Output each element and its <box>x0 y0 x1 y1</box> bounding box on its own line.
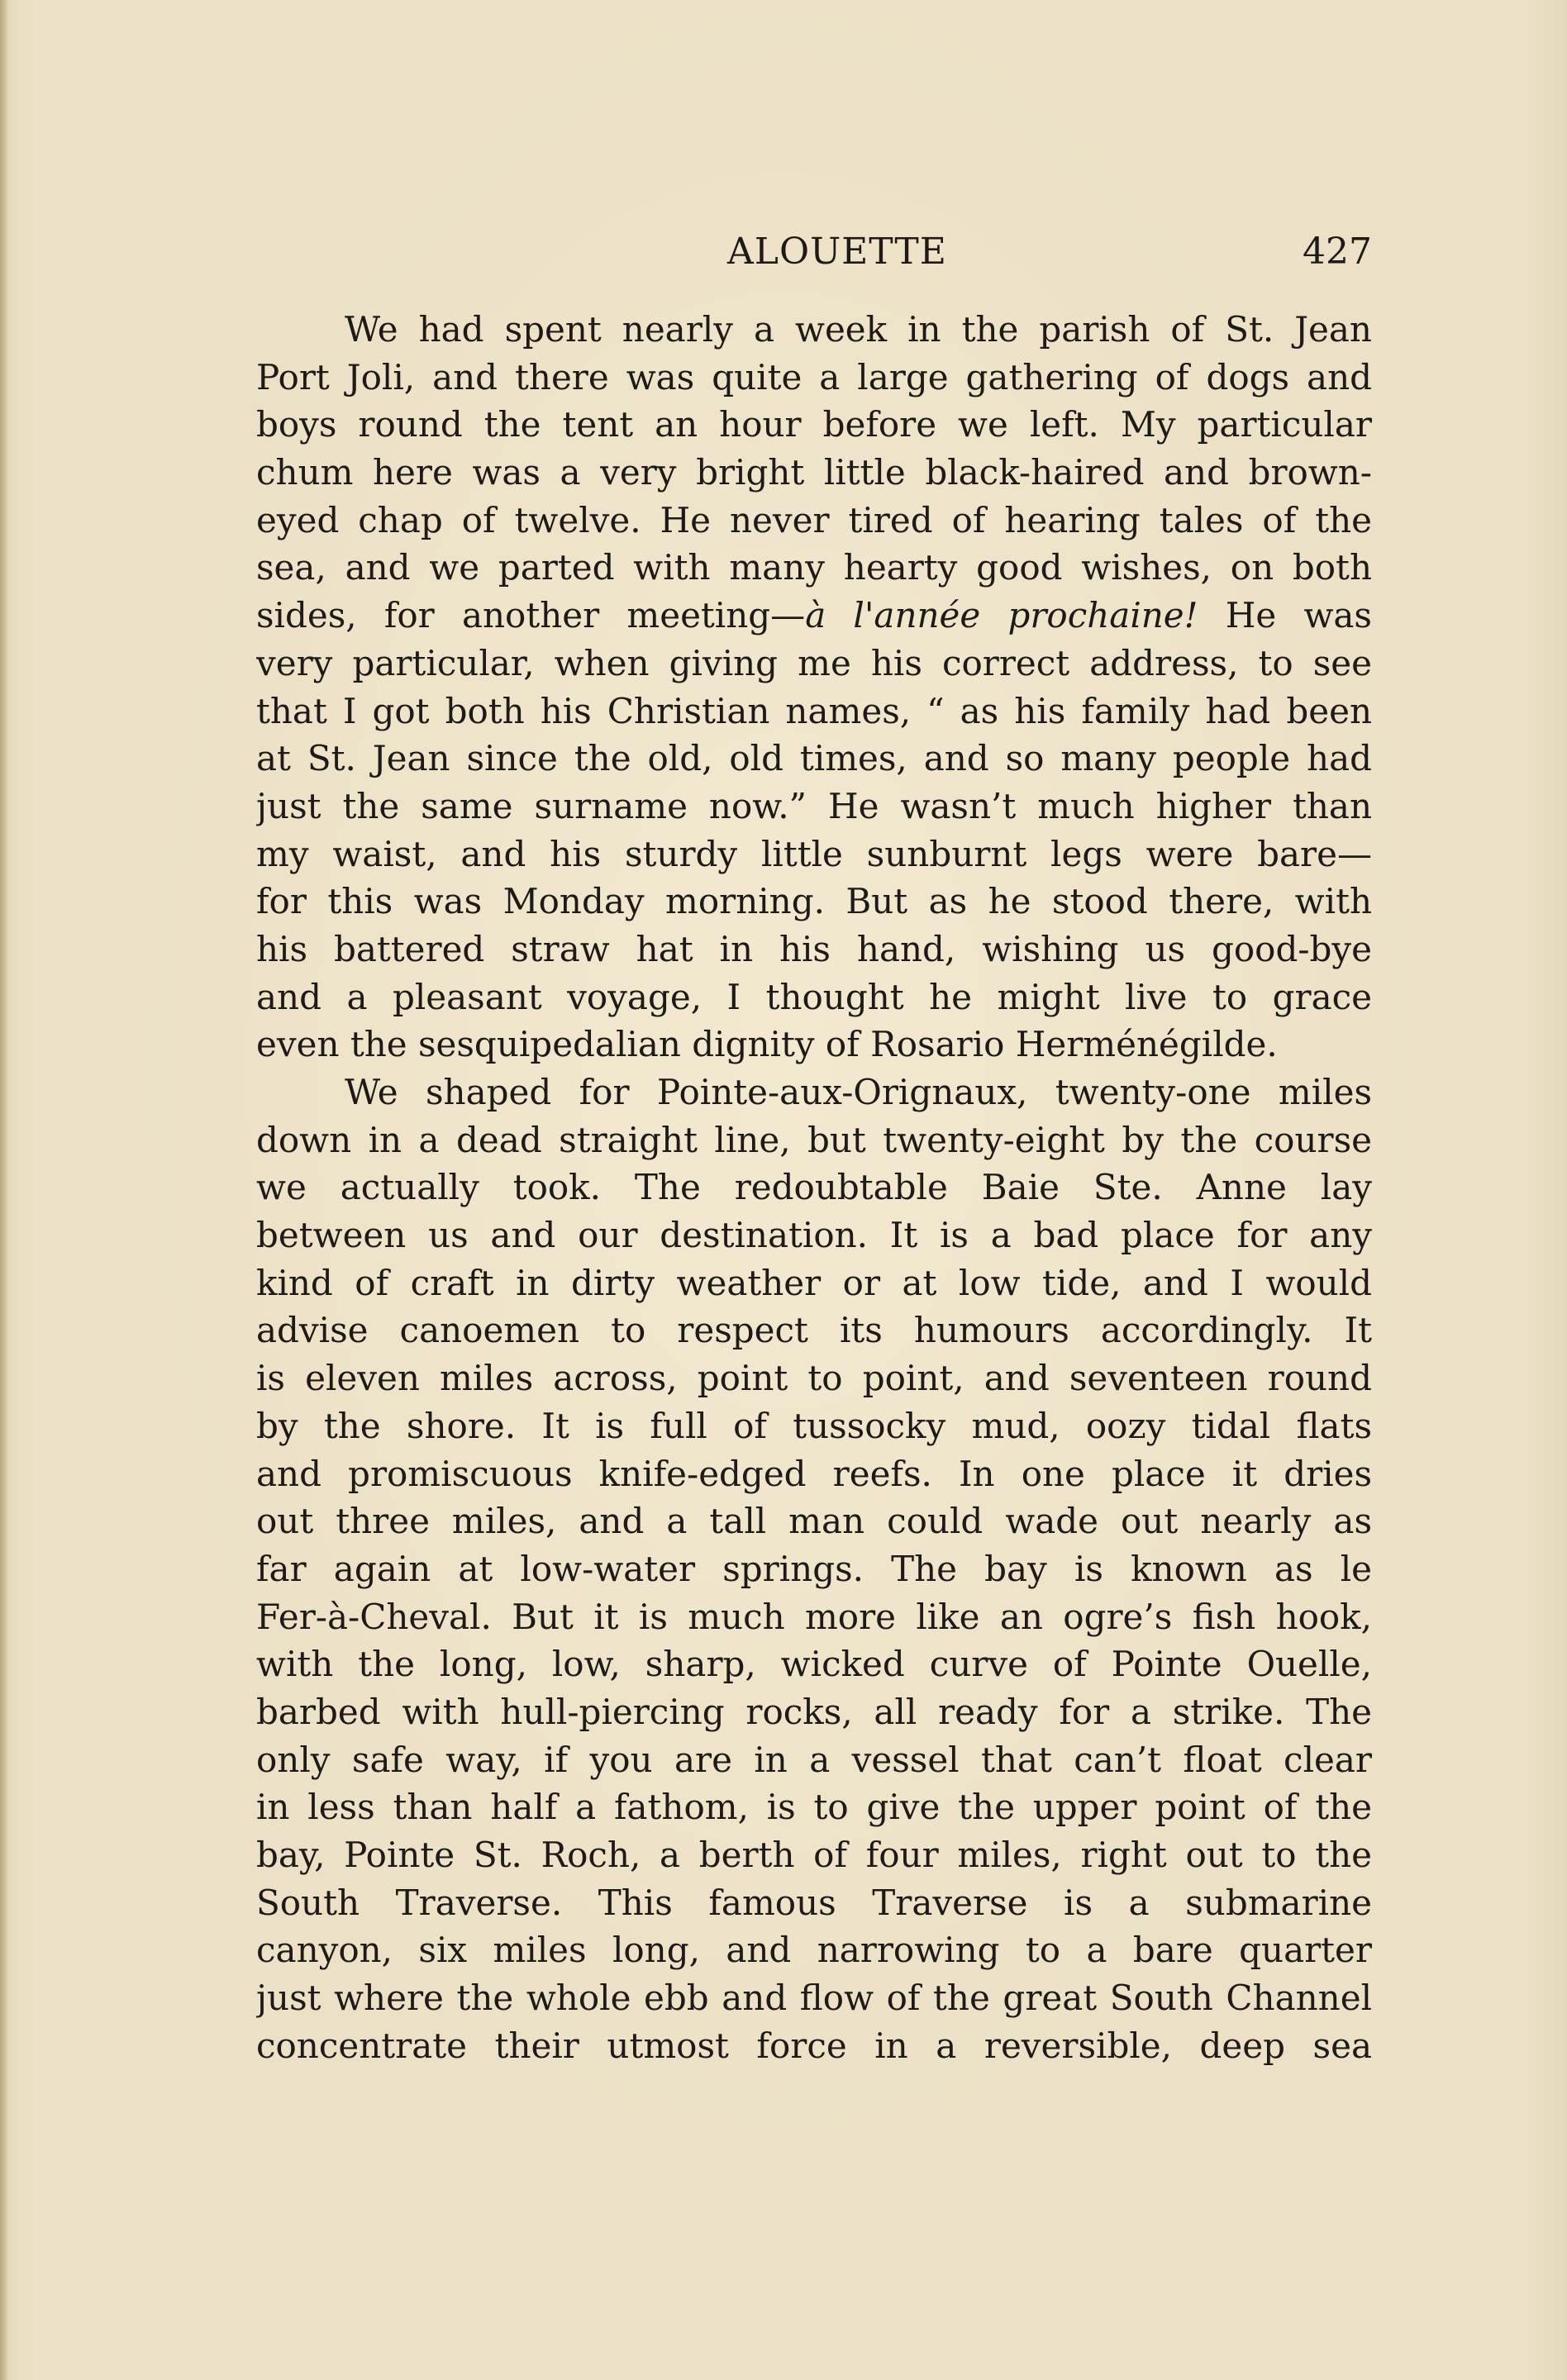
text-line: boys round the tent an hour before we left. My particular <box>256 404 1372 445</box>
text-line: just the same surname now.” He wasn’t much higher than <box>256 785 1372 826</box>
running-title: ALOUETTE <box>727 231 947 273</box>
text-line: We had spent nearly a week in the parish of St. Jean <box>345 309 1372 350</box>
text-line: concentrate their utmost force in a reversible, deep sea <box>256 2025 1372 2066</box>
text-line: and promiscuous knife-edged reefs. In one place it dries <box>256 1453 1372 1494</box>
text-line: barbed with hull-piercing rocks, all ready for a strike. The <box>256 1691 1372 1732</box>
text-line: only safe way, if you are in a vessel that can’t float clear <box>256 1739 1372 1780</box>
text-line: eyed chap of twelve. He never tired of hearing tales of the <box>256 499 1372 540</box>
body-text <box>256 306 1372 2069</box>
paragraph-1 <box>256 306 1372 1069</box>
text-line: between us and our destination. It is a bad place for any <box>256 1215 1372 1256</box>
text-line: kind of craft in dirty weather or at low tide, and I would <box>256 1262 1372 1303</box>
text-line: Fer-à-Cheval. But it is much more like an ogre’s fish hook, <box>256 1596 1372 1637</box>
text-line: canyon, six miles long, and narrowing to a bare quarter <box>256 1930 1372 1971</box>
text-line: is eleven miles across, point to point, and seventeen round <box>256 1358 1372 1399</box>
paragraph-2 <box>256 1069 1372 2069</box>
text-line: just where the whole ebb and flow of the great South Channel <box>256 1978 1372 2019</box>
text-line: and a pleasant voyage, I thought he might live to grace <box>256 976 1372 1017</box>
text-line: with the long, low, sharp, wicked curve of Pointe Ouelle, <box>256 1644 1372 1685</box>
text-line: in less than half a fathom, is to give the upper point of the <box>256 1787 1372 1828</box>
text-line: by the shore. It is full of tussocky mud, oozy tidal flats <box>256 1405 1372 1446</box>
text-line: out three miles, and a tall man could wade out nearly as <box>256 1501 1372 1542</box>
italic-phrase: à l'année prochaine! <box>805 595 1198 636</box>
text-line: sides, for another meeting—à l'année prochaine! He was <box>256 595 1372 636</box>
text-line: that I got both his Christian names, “ as his family had been <box>256 690 1372 731</box>
text-line: at St. Jean since the old, old times, and so many people had <box>256 738 1372 779</box>
text-line: very particular, when giving me his correct address, to see <box>256 642 1372 683</box>
text-line: far again at low-water springs. The bay is known as le <box>256 1548 1372 1589</box>
text-line: even the sesquipedalian dignity of Rosario Herménégilde. <box>256 1024 1278 1065</box>
text-line: bay, Pointe St. Roch, a berth of four miles, right out to the <box>256 1835 1372 1875</box>
text-line: my waist, and his sturdy little sunburnt legs were bare— <box>256 833 1372 874</box>
text-line: for this was Monday morning. But as he stood there, with <box>256 881 1372 922</box>
text-line: we actually took. The redoubtable Baie Ste. Anne lay <box>256 1167 1372 1208</box>
text-line: down in a dead straight line, but twenty-eight by the course <box>256 1119 1372 1160</box>
page-number: 427 <box>1303 231 1372 273</box>
page-gutter <box>0 0 8 2380</box>
page-header <box>256 227 1372 277</box>
text-line: sea, and we parted with many hearty good wishes, on both <box>256 547 1372 588</box>
text-line: advise canoemen to respect its humours accordingly. It <box>256 1310 1372 1351</box>
text-line: his battered straw hat in his hand, wishing us good-bye <box>256 928 1372 969</box>
text-line: Port Joli, and there was quite a large gathering of dogs and <box>256 356 1372 397</box>
text-line: South Traverse. This famous Traverse is a submarine <box>256 1882 1372 1923</box>
text-line: We shaped for Pointe-aux-Orignaux, twenty-one miles <box>345 1072 1372 1112</box>
text-line: chum here was a very bright little black-haired and brown- <box>256 452 1372 493</box>
